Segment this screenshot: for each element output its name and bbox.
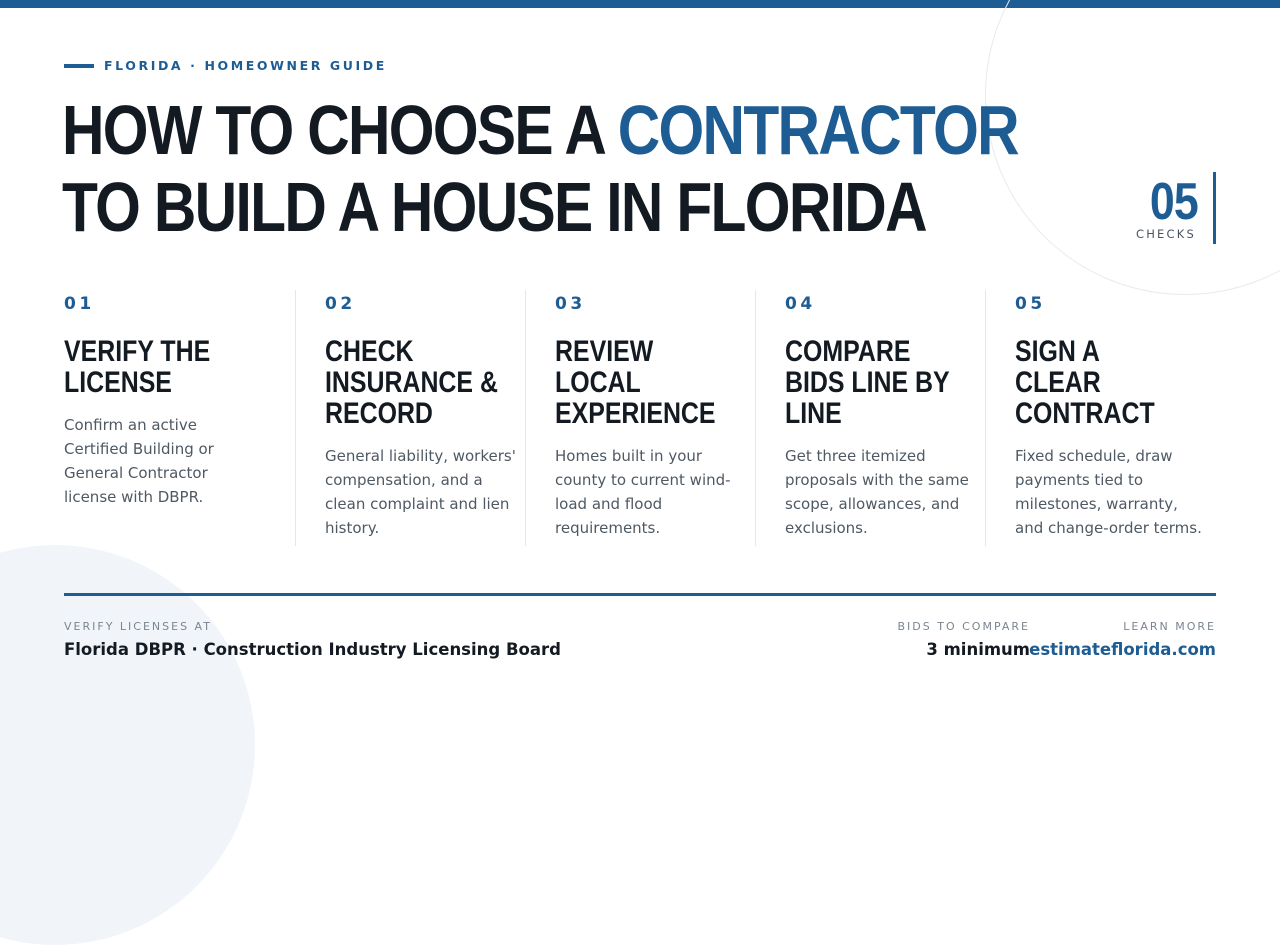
footer-divider <box>64 593 1216 596</box>
step-description: Get three itemized proposals with the same scope, allowances, and exclusions. <box>785 447 969 537</box>
checks-count <box>1120 172 1216 244</box>
checks-count-rule <box>1213 172 1216 244</box>
step-card <box>525 290 755 546</box>
step-number: 03 <box>555 294 586 314</box>
step-description: Homes built in your county to current wind-load and flood requirements. <box>555 447 731 537</box>
eyebrow-text: FLORIDA · HOMEOWNER GUIDE <box>104 58 387 73</box>
steps-list <box>64 290 1216 546</box>
step-title: SIGN A CLEAR CONTRACT <box>1015 335 1155 430</box>
bids-value: 3 minimum <box>926 640 1030 659</box>
title-line1-prefix: HOW TO CHOOSE A <box>62 91 618 169</box>
eyebrow <box>64 58 387 73</box>
step-card <box>64 290 295 546</box>
step-title: REVIEW LOCAL EXPERIENCE <box>555 335 716 430</box>
step-number: 02 <box>325 294 356 314</box>
learn-more-link[interactable]: estimateflorida.com <box>1029 640 1216 659</box>
step-title: VERIFY THE LICENSE <box>64 335 211 399</box>
decorative-circle-top <box>985 0 1280 295</box>
step-title: COMPARE BIDS LINE BY LINE <box>785 335 950 430</box>
step-number: 05 <box>1015 294 1046 314</box>
step-description: General liability, workers' compensation, and a clean complaint and lien history. <box>325 447 516 537</box>
step-description: Confirm an active Certified Building or General Contractor license with DBPR. <box>64 416 214 506</box>
step-title: CHECK INSURANCE & RECORD <box>325 335 498 430</box>
step-number: 04 <box>785 294 816 314</box>
checks-count-label: CHECKS <box>1135 227 1196 241</box>
page-title <box>62 92 1018 246</box>
step-card <box>755 290 985 546</box>
step-number: 01 <box>64 294 95 314</box>
step-description: Fixed schedule, draw payments tied to milestones, warranty, and change-order terms. <box>1015 447 1202 537</box>
checks-count-number: 05 <box>1149 173 1198 231</box>
learn-more-label: LEARN MORE <box>1123 620 1216 633</box>
title-line2: TO BUILD A HOUSE IN FLORIDA <box>62 168 926 246</box>
verify-licenses-label: VERIFY LICENSES AT <box>64 620 212 633</box>
bids-label: BIDS TO COMPARE <box>897 620 1030 633</box>
eyebrow-dash <box>64 64 94 68</box>
verify-licenses-value: Florida DBPR · Construction Industry Licensing Board <box>64 640 561 659</box>
title-line1-accent: CONTRACTOR <box>617 91 1018 169</box>
step-card <box>985 290 1216 546</box>
decorative-circle-bottom <box>0 545 255 945</box>
step-card <box>295 290 525 546</box>
